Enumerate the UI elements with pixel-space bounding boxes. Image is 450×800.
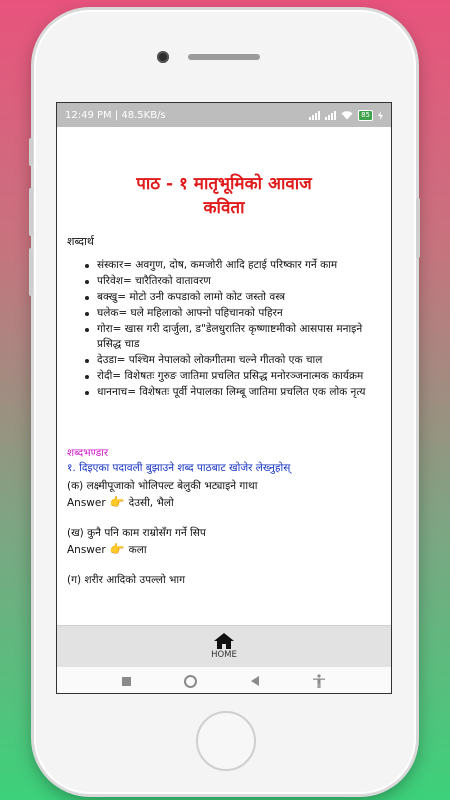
home-tab[interactable] — [211, 633, 237, 660]
answer-line — [67, 541, 381, 558]
back-icon[interactable] — [251, 676, 259, 686]
question-text: (ख) कुनै पनि काम राम्रोसँग गर्ने सिप — [67, 527, 206, 539]
phone-side-button — [29, 138, 33, 166]
glossary-item: धाननाच= विशेषतः पूर्वी नेपालका लिम्बू जातिमा प्रचलित एक लोक नृत्य — [85, 385, 381, 400]
lesson-title-line2: कविता — [203, 198, 245, 218]
lesson-title — [67, 172, 381, 220]
status-icons — [309, 110, 383, 121]
accessibility-icon[interactable] — [312, 674, 326, 688]
question-block — [67, 525, 381, 558]
bottom-navigation — [57, 625, 391, 667]
signal2-icon — [325, 111, 336, 120]
question-block — [67, 572, 381, 588]
signal-icon — [309, 111, 320, 120]
question-text: (ग) शरीर आदिको उपल्लो भाग — [67, 574, 186, 586]
vocabulary-instruction: १. दिइएका पदावली बुझाउने शब्द पाठबाट खोजेर लेख्नुहोस् — [67, 462, 291, 474]
question-block — [67, 478, 381, 511]
status-time-speed: 12:49 PM | 48.5KB/s — [65, 109, 166, 121]
charging-icon — [378, 111, 383, 120]
glossary-list — [85, 258, 381, 400]
lesson-title-line1: पाठ - १ मातृभूमिको आवाज — [136, 174, 312, 194]
glossary-item: रोदी= विशेषतः गुरुङ जातिमा प्रचलित प्रसिद्ध मनोरञ्जनात्मक कार्यक्रम — [85, 369, 381, 384]
glossary-item: परिवेश= चारैतिरको वातावरण — [85, 274, 381, 289]
status-bar — [57, 103, 391, 127]
answer-text: देउसी, भैलो — [128, 497, 174, 509]
question-text: (क) लक्ष्मीपूजाको भोलिपल्ट बेलुकी भट्याइने गाथा — [67, 480, 258, 492]
earpiece-speaker — [188, 54, 260, 60]
glossary-item: संस्कार= अवगुण, दोष, कमजोरी आदि हटाई परिष्कार गर्ने काम — [85, 258, 381, 273]
glossary-heading: शब्दार्थ — [67, 235, 94, 248]
phone-power-button — [416, 198, 420, 258]
pointing-hand-icon: 👉 — [109, 495, 125, 509]
glossary-item: बक्खु= मोटो उनी कपडाको लामो कोट जस्तो वस्त्र — [85, 290, 381, 305]
phone-volume-up-button — [29, 188, 33, 236]
glossary-item: गोरा= खास गरी दार्जुला, ड"डेलधुरातिर कृष्णाष्टमीको आसपास मनाइने प्रसिद्ध चाड — [85, 322, 381, 352]
phone-volume-down-button — [29, 248, 33, 296]
vocabulary-heading: शब्दभण्डार — [67, 447, 109, 459]
glossary-item: घलेक= घले महिलाको आफ्नो पहिचानको पहिरन — [85, 306, 381, 321]
system-navigation-bar — [57, 667, 391, 694]
answer-text: कला — [128, 544, 147, 556]
front-camera — [157, 51, 169, 63]
home-tab-label: HOME — [211, 650, 237, 660]
home-icon — [214, 633, 234, 649]
lesson-content — [57, 172, 391, 588]
answer-label: Answer — [67, 497, 106, 509]
app-screen — [56, 102, 392, 694]
phone-home-button — [196, 711, 256, 771]
glossary-item: देउडा= पश्चिम नेपालको लोकगीतमा चल्ने गीतको एक चाल — [85, 353, 381, 368]
home-circle-icon[interactable] — [184, 675, 197, 688]
pointing-hand-icon: 👉 — [109, 542, 125, 556]
battery-icon: 85 — [358, 110, 373, 121]
answer-line — [67, 494, 381, 511]
recent-apps-icon[interactable] — [122, 677, 131, 686]
answer-label: Answer — [67, 544, 106, 556]
wifi-icon — [341, 111, 353, 120]
